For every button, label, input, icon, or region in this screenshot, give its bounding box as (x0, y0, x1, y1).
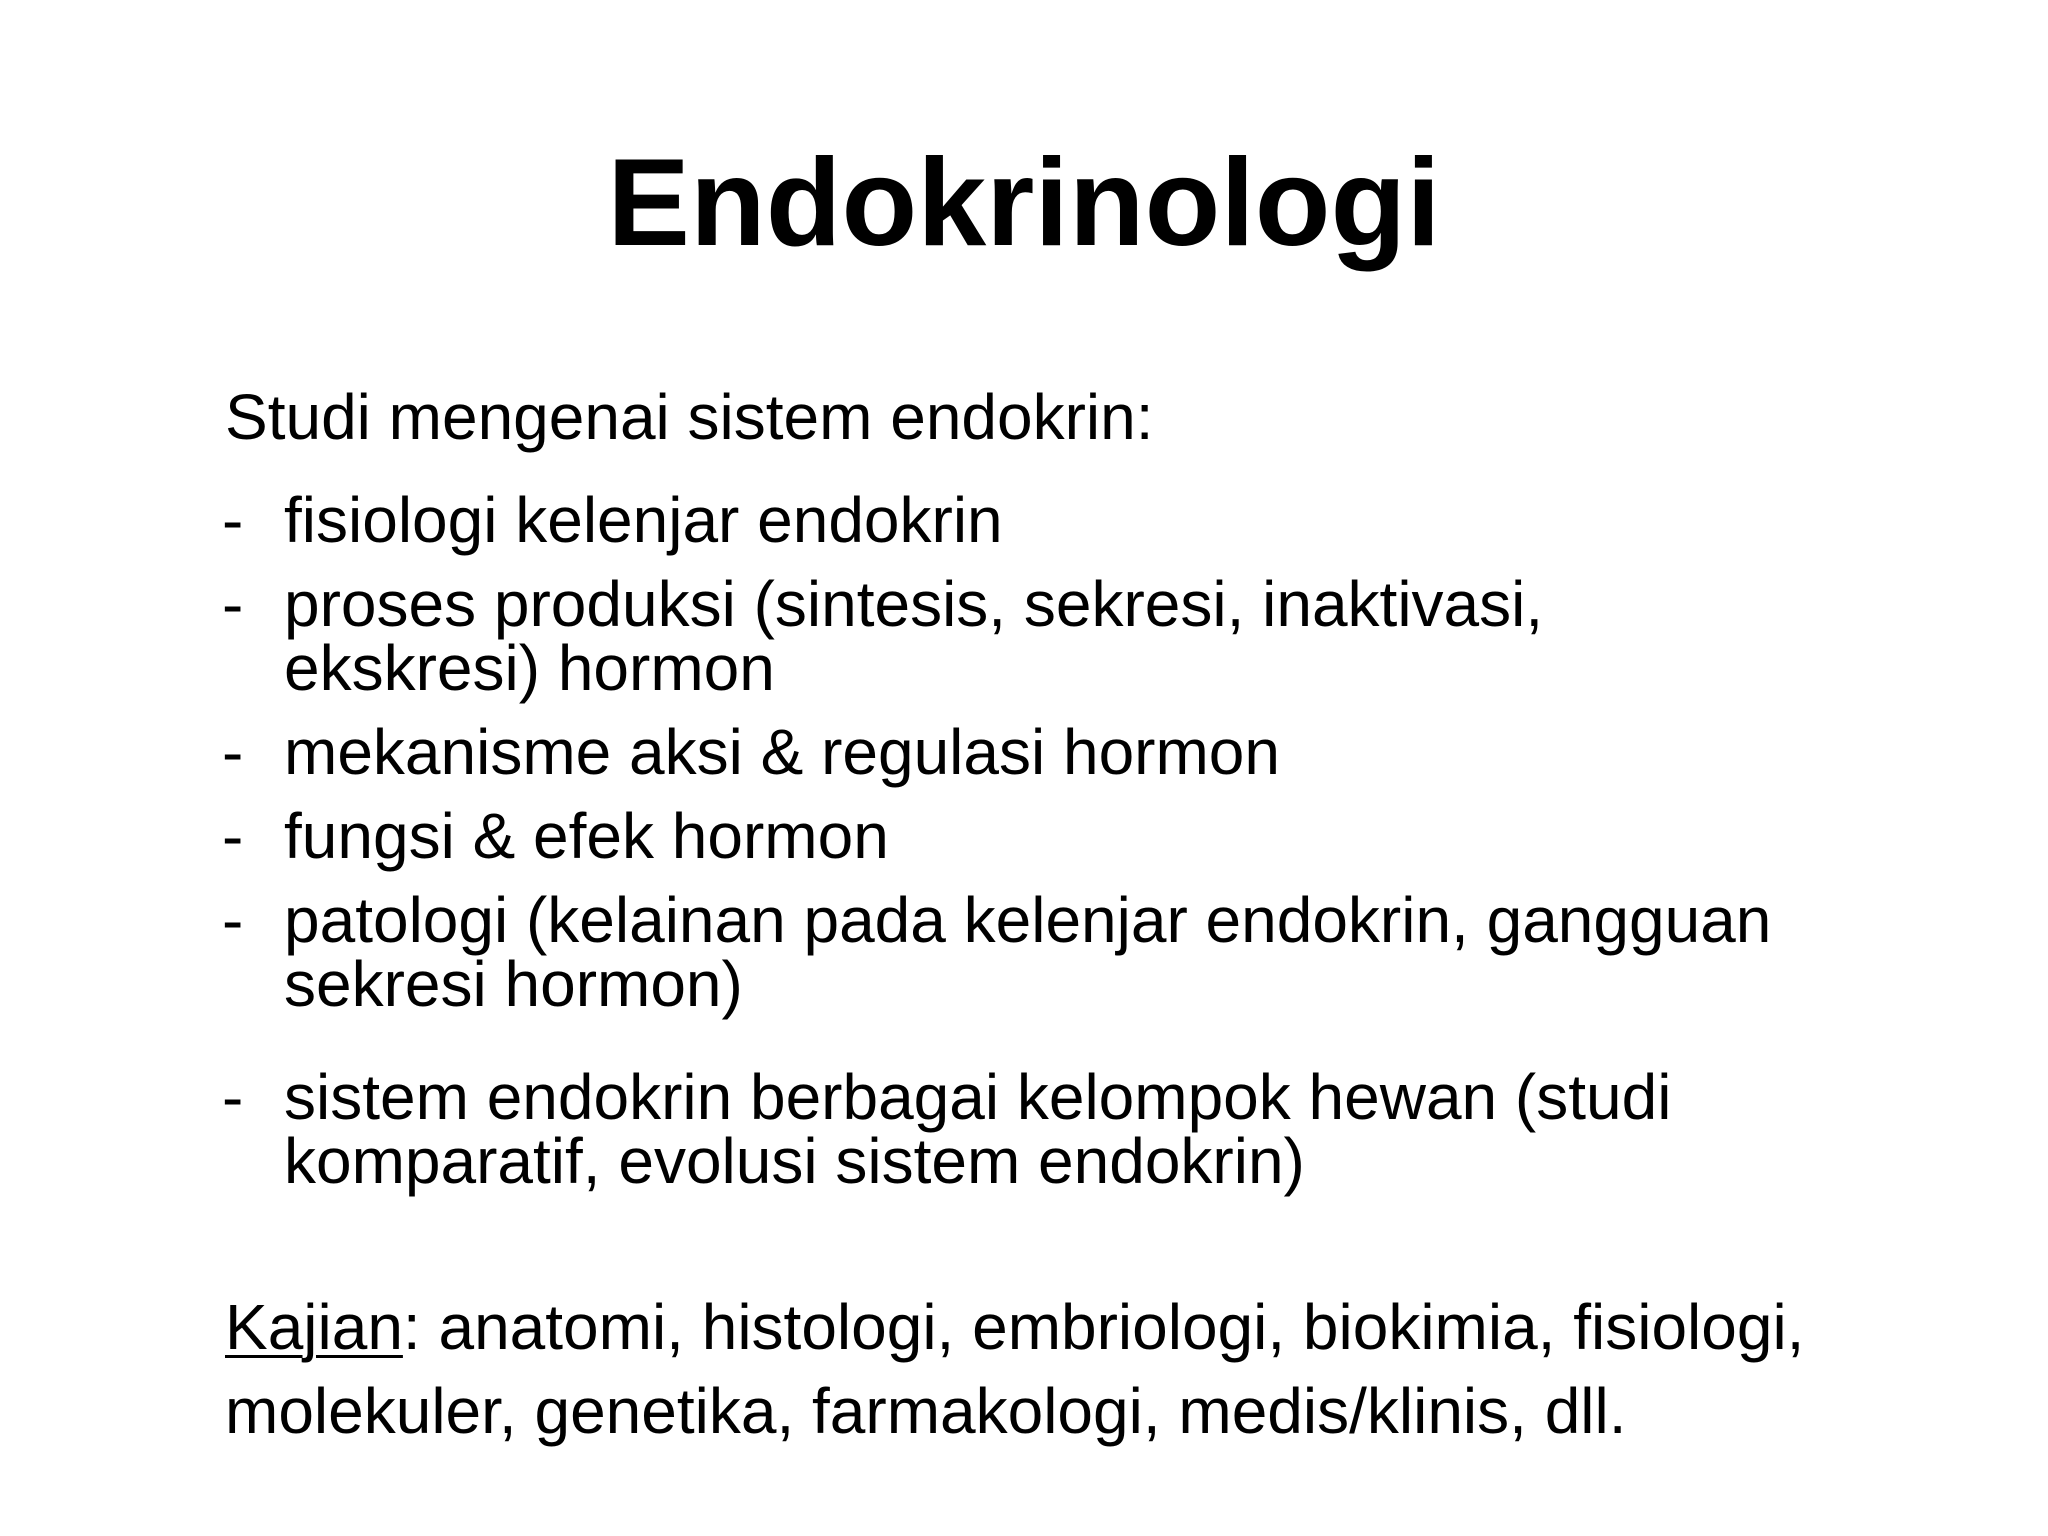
list-item (222, 800, 2002, 872)
bullet-text: sistem endokrin berbagai kelompok hewan (studi komparatif, evolusi sistem endokrin) (284, 1061, 1672, 1197)
bullet-marker: - (222, 1061, 244, 1133)
kajian-paragraph (225, 1285, 2025, 1453)
bullet-text: patologi (kelainan pada kelenjar endokrin, gangguan sekresi hormon) (284, 884, 1772, 1020)
list-item (222, 884, 2002, 1020)
bullet-text: mekanisme aksi & regulasi hormon (284, 716, 1280, 788)
kajian-label: Kajian (225, 1291, 403, 1363)
list-item (222, 568, 2002, 704)
kajian-text: : anatomi, histologi, embriologi, biokimia, fisiologi, molekuler, genetika, farmakologi, medis/klinis, dll. (225, 1291, 1805, 1447)
bullet-marker: - (222, 484, 244, 556)
bullet-marker: - (222, 800, 244, 872)
slide-title: Endokrinologi (607, 134, 1441, 272)
intro-text: Studi mengenai sistem endokrin: (225, 381, 1154, 453)
bullet-text: fungsi & efek hormon (284, 800, 889, 872)
bullet-marker: - (222, 884, 244, 956)
list-item (222, 484, 2002, 556)
bullet-text: fisiologi kelenjar endokrin (284, 484, 1003, 556)
list-item (222, 716, 2002, 788)
bullet-text: proses produksi (sintesis, sekresi, inaktivasi, ekskresi) hormon (284, 568, 1544, 704)
bullet-marker: - (222, 716, 244, 788)
bullet-marker: - (222, 568, 244, 640)
list-item (222, 1061, 2002, 1197)
